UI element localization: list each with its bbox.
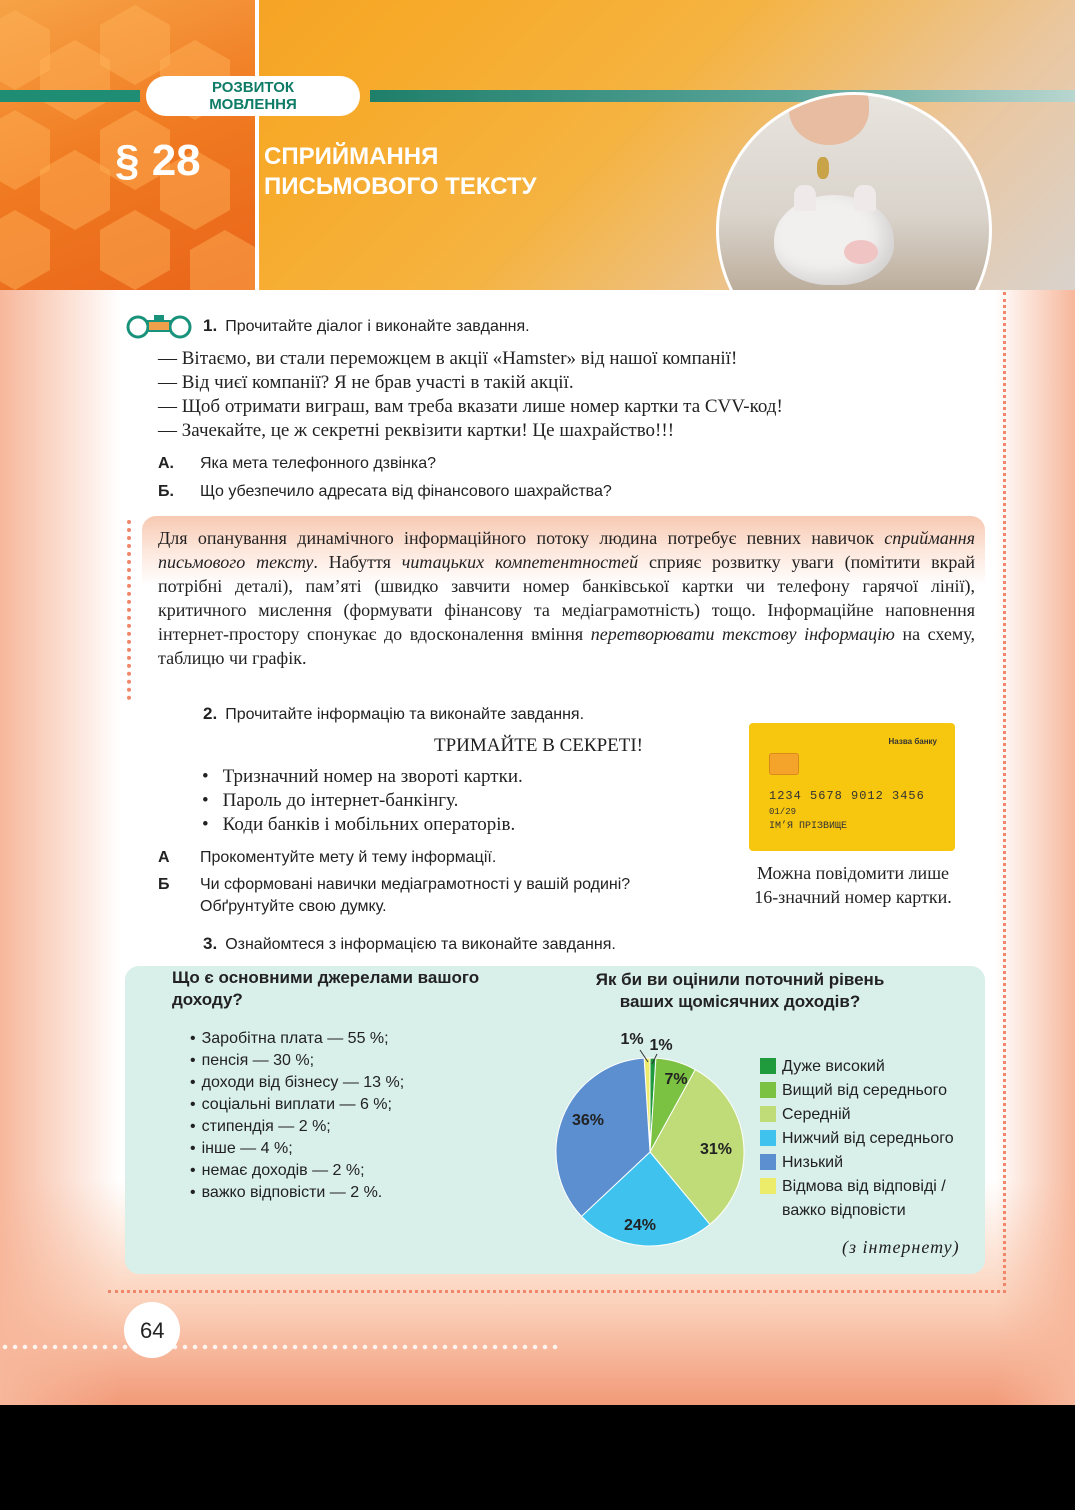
header-divider — [255, 0, 259, 290]
task1-dialog — [158, 347, 783, 443]
legend-item — [760, 1127, 972, 1151]
section-title-line2: ПИСЬМОВОГО ТЕКСТУ — [264, 173, 537, 200]
task3-label: Ознайомтеся з інформацією та виконайте завдання. — [225, 936, 616, 953]
question-letter: А — [158, 849, 170, 866]
card-chip-icon — [769, 753, 799, 775]
caption-line: 16-значний номер картки. — [754, 887, 952, 907]
legend-swatch — [760, 1082, 776, 1098]
legend-swatch — [760, 1130, 776, 1146]
card-bank-name: Назва банку — [888, 737, 937, 746]
theory-term: сприймання письмового тексту — [158, 528, 975, 572]
decorative-dots — [0, 1344, 560, 1350]
chart-title: Як би ви оцінили поточний рівень ваших щомісячних доходів? — [595, 970, 885, 1011]
task2-question-b — [158, 874, 690, 918]
task2-number: 2. — [203, 704, 218, 723]
dialog-line: — Щоб отримати виграш, вам треба вказати лише номер картки та CVV-код! — [158, 396, 783, 417]
question-letter: Б — [158, 876, 170, 893]
list-item: • Пароль до інтернет-банкінгу. — [202, 789, 523, 813]
dialog-line: — Від чиєї компанії? Я не брав участі в такій акції. — [158, 372, 574, 393]
legend-label: Відмова від відповіді / важко відповісти — [782, 1178, 946, 1219]
list-item: • важко відповісти — 2 %. — [190, 1182, 404, 1204]
income-sources-list — [190, 1028, 404, 1204]
task1-label: Прочитайте діалог і виконайте завдання. — [225, 318, 530, 335]
theory-text-part: Для опанування динамічного інформаційного потоку людина потребує певних навичок — [158, 528, 885, 548]
legend-label: Нижчий від середнього — [782, 1130, 954, 1147]
list-item: • соціальні виплати — 6 %; — [190, 1094, 404, 1116]
bank-card-illustration — [749, 723, 955, 851]
list-item: • доходи від бізнесу — 13 %; — [190, 1072, 404, 1094]
chart-legend — [760, 1055, 972, 1223]
task2-label: Прочитайте інформацію та виконайте завдання. — [225, 706, 585, 723]
section-category-badge — [146, 76, 360, 116]
question-letter: Б. — [158, 483, 174, 500]
task1-instruction — [203, 316, 530, 336]
legend-item — [760, 1079, 972, 1103]
piggy-bank-graphic — [774, 195, 894, 285]
section-title-line1: СПРИЙМАННЯ — [264, 143, 439, 170]
theory-text — [158, 526, 975, 670]
card-expiry: 01/29 — [769, 807, 797, 817]
list-item: • Коди банків і мобільних операторів. — [202, 813, 523, 837]
theory-term: перетворювати текстову інформацію — [590, 624, 895, 644]
badge-line2: МОВЛЕННЯ — [209, 96, 297, 113]
theory-text-part: сприяє розвитку уваги (помітити вкрай потрібні деталі), пам’яті (швидко завчити номер банківської картки чи телефону гарячої лінії), критичного мислення (формувати фінансову та медіаграмотність) тощо. Інформаційне наповнення інтернет-простору спонукає до вдосконалення вміння — [158, 552, 975, 644]
page-number: 64 — [140, 1318, 165, 1343]
pie-label-6: 1% — [620, 1031, 644, 1048]
theory-dotted-marker — [127, 520, 135, 700]
legend-item — [760, 1055, 972, 1079]
theory-term: читацьких компетентностей — [401, 552, 639, 572]
legend-swatch — [760, 1178, 776, 1194]
dialog-line: — Зачекайте, це ж секретні реквізити картки! Це шахрайство!!! — [158, 420, 675, 441]
card-holder: ІМ’Я ПРІЗВИЩЕ — [769, 821, 848, 832]
task1-question-b — [158, 483, 612, 501]
income-level-pie-chart — [548, 1022, 758, 1252]
source-note: (з інтернету) — [842, 1237, 960, 1257]
section-header — [0, 0, 1075, 290]
list-item: • Заробітна плата — 55 %; — [190, 1028, 404, 1050]
legend-swatch — [760, 1154, 776, 1170]
list-item: • немає доходів — 2 %; — [190, 1160, 404, 1182]
badge-line1: РОЗВИТОК — [211, 79, 295, 96]
binoculars-icon — [126, 313, 194, 339]
header-stripe-right — [370, 90, 1075, 102]
section-number: § 28 — [115, 136, 201, 185]
theory-text-part: на схему, таблицю чи графік. — [158, 624, 976, 668]
list-item: • Тризначний номер на звороті картки. — [202, 765, 523, 789]
legend-item — [760, 1103, 972, 1127]
card-caption — [708, 861, 998, 909]
question-text: Прокоментуйте мету й тему інформації. — [200, 849, 497, 866]
task1-number: 1. — [203, 316, 218, 335]
question-text: Чи сформовані навички медіаграмотності у вашій родині? Обґрунтуйте свою думку. — [200, 876, 631, 915]
dialog-line: — Вітаємо, ви стали переможцем в акції «Hamster» від нашої компанії! — [158, 348, 738, 369]
pie-label-1: 1% — [649, 1037, 673, 1054]
task2-instruction — [203, 704, 584, 724]
list-item: • інше — 4 %; — [190, 1138, 404, 1160]
section-title — [264, 142, 537, 202]
pie-label-4: 24% — [623, 1217, 657, 1234]
secret-list — [202, 765, 523, 837]
legend-label: Дуже високий — [782, 1058, 885, 1075]
list-item: • стипендія — 2 %; — [190, 1116, 404, 1138]
question-letter: А. — [158, 455, 174, 472]
pie-label-2: 7% — [664, 1071, 688, 1088]
task1-question-a — [158, 455, 436, 473]
pie-label-3: 31% — [699, 1141, 733, 1158]
legend-item — [760, 1151, 972, 1175]
task2-question-a — [158, 847, 690, 869]
legend-item — [760, 1175, 972, 1223]
left-margin-gradient — [0, 290, 120, 1405]
task3-instruction — [203, 934, 616, 954]
theory-text-part: . Набуття — [313, 552, 402, 572]
piggy-bank-photo — [716, 92, 992, 290]
legend-swatch — [760, 1106, 776, 1122]
card-number: 1234 5678 9012 3456 — [769, 789, 925, 803]
income-question: Що є основними джерелами вашого доходу? — [172, 968, 480, 1009]
question-text: Яка мета телефонного дзвінка? — [200, 455, 437, 472]
caption-line: Можна повідомити лише — [756, 863, 950, 883]
legend-label: Вищий від середнього — [782, 1082, 948, 1099]
question-text: Що убезпечило адресата від фінансового шахрайства? — [200, 483, 612, 500]
legend-label: Низький — [782, 1154, 844, 1171]
header-stripe-left — [0, 90, 140, 102]
hand-graphic — [789, 92, 869, 145]
task3-number: 3. — [203, 934, 218, 953]
list-item: • пенсія — 30 %; — [190, 1050, 404, 1072]
coin-graphic — [817, 157, 829, 179]
secret-title: ТРИМАЙТЕ В СЕКРЕТІ! — [434, 735, 643, 756]
right-margin-gradient — [995, 290, 1075, 1405]
legend-label: Середній — [782, 1106, 851, 1123]
pie-label-5: 36% — [571, 1112, 605, 1129]
legend-swatch — [760, 1058, 776, 1074]
